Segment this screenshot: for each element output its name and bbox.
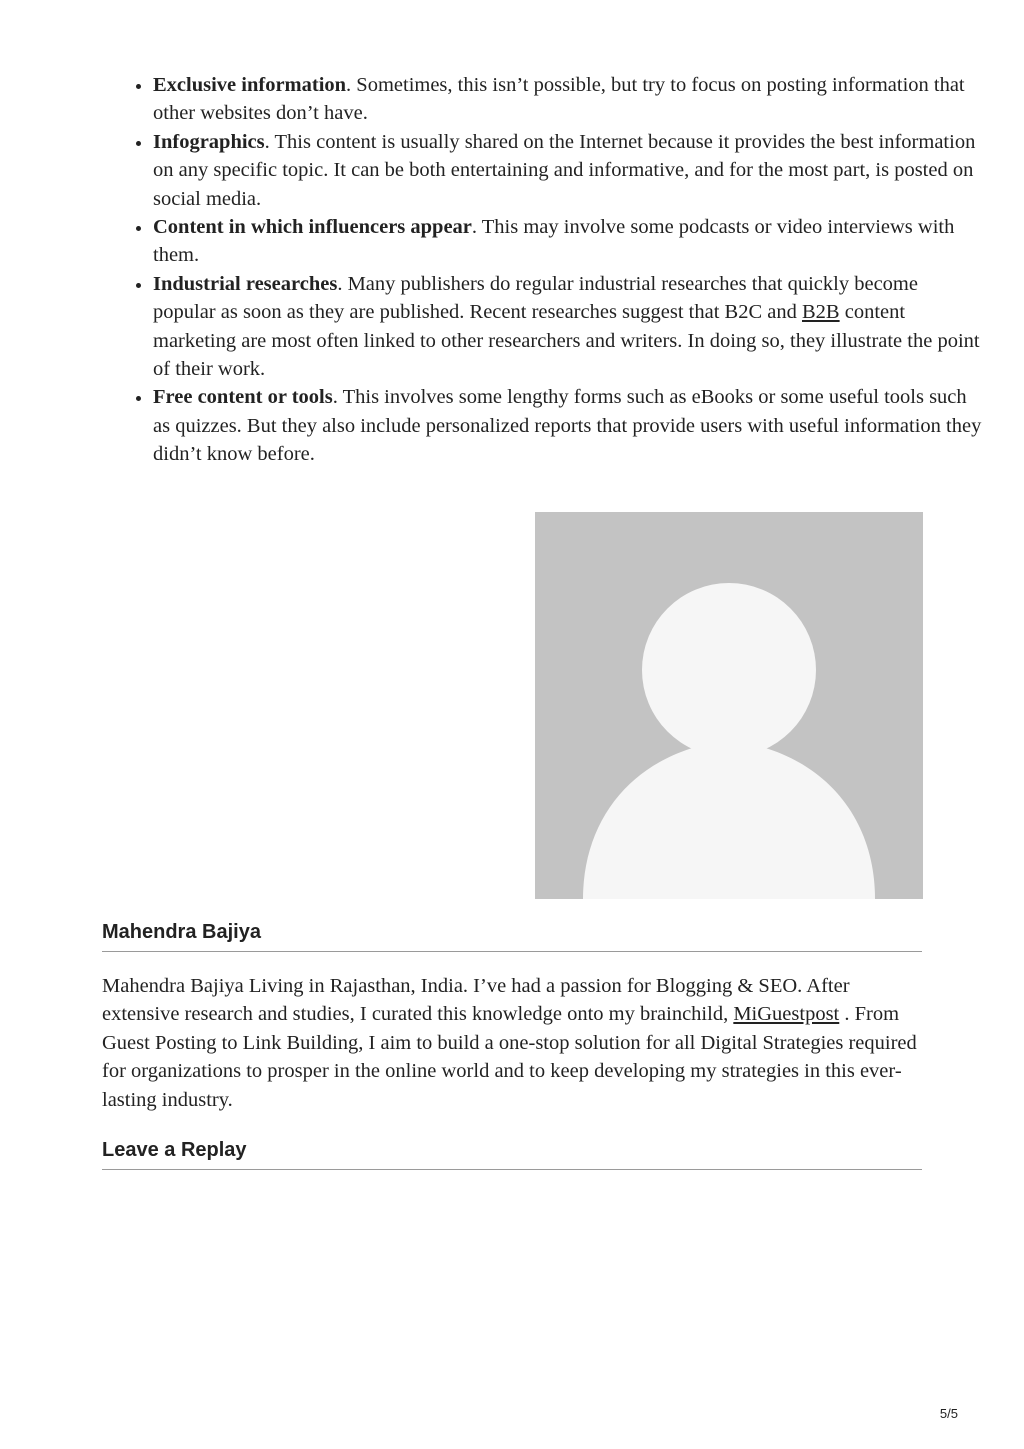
list-item — [153, 71, 983, 128]
list-item-text: content marketing are most often linked to other researchers and writers. In doing so, they illustrate the point of their work. — [153, 301, 980, 381]
author-avatar — [535, 512, 923, 899]
leave-reply-heading: Leave a Replay — [102, 1138, 922, 1170]
list-item — [153, 383, 983, 468]
list-item-title: Content in which influencers appear — [153, 216, 472, 239]
page-number: 5/5 — [939, 1406, 958, 1421]
list-item-title: Free content or tools — [153, 386, 333, 409]
list-item-title: Exclusive information — [153, 74, 347, 96]
article-bullet-list — [102, 71, 983, 469]
author-bio-text: . From Guest Posting to Link Building, I aim to build a one-stop solution for all Digital Strategies required for organizations to prosper in the online world and to keep developing my strategies in this ever-lasting industry. — [102, 1003, 917, 1111]
b2b-link[interactable]: B2B — [802, 301, 840, 324]
list-item-text: . This may involve some podcasts or video interviews with them. — [153, 216, 955, 267]
list-item — [153, 270, 983, 384]
list-item-text: . Many publishers do regular industrial researches that quickly become popular as soon as they are published. Recent researches suggest that B2C and — [153, 272, 918, 324]
list-item-text: . Sometimes, this isn’t possible, but try to focus on posting information that other websites don’t have. — [153, 74, 965, 125]
list-item — [153, 128, 983, 213]
list-item — [153, 213, 983, 270]
author-bio — [102, 972, 924, 1114]
author-name-heading: Mahendra Bajiya — [102, 920, 922, 952]
list-item-text: . This content is usually shared on the Internet because it provides the best information on any specific topic. It can be both entertaining and informative, and for the most part, is posted on social media. — [153, 130, 976, 210]
default-user-avatar-icon — [535, 512, 923, 899]
list-item-title: Industrial researches — [153, 272, 338, 295]
miguestpost-link[interactable]: MiGuestpost — [733, 1003, 840, 1026]
author-bio-text: Mahendra Bajiya Living in Rajasthan, India. I’ve had a passion for Blogging & SEO. After extensive research and studies, I curated this knowledge onto my brainchild, — [102, 975, 850, 1026]
list-item-text: . This involves some lengthy forms such as eBooks or some useful tools such as quizzes. But they also include personalized reports that provide users with useful information they didn’t know before. — [153, 386, 982, 466]
list-item-title: Infographics — [153, 130, 265, 153]
